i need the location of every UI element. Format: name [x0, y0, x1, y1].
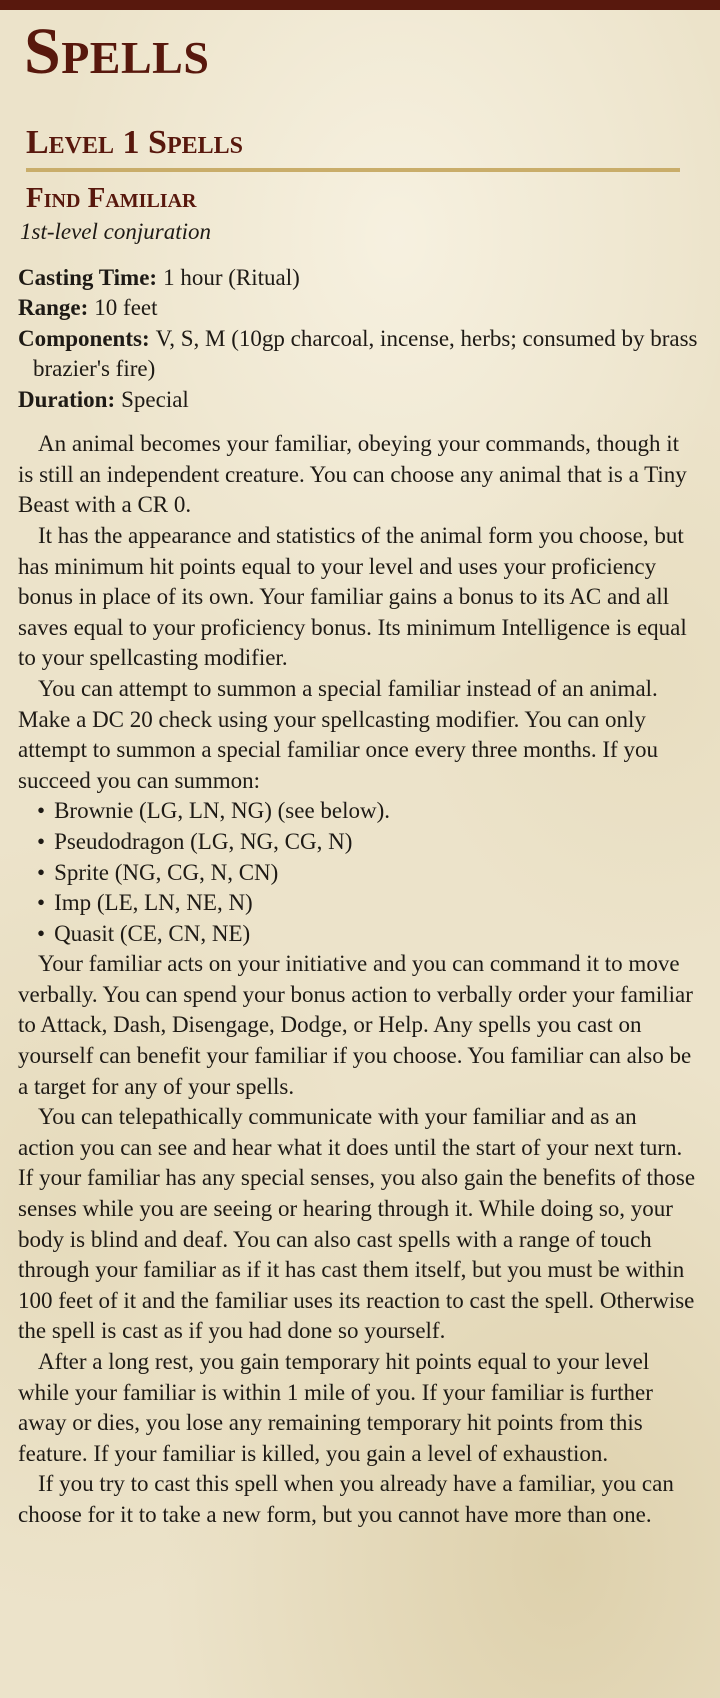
- spell-stat-block: [18, 263, 698, 416]
- spell-paragraph: Your familiar acts on your initiative and you can command it to move verbally. You can spend your bonus action to verbally order your familiar to Attack, Dash, Disengage, Dodge, or Help. Any spells you cast on yourself can benefit your familiar if you choose. You familiar can also be a target for any of your spells.: [18, 951, 693, 1099]
- stat-value: Special: [121, 386, 189, 412]
- spell-level-school: 1st-level conjuration: [20, 219, 211, 245]
- stat-line-casting-time: [18, 263, 698, 294]
- spell-name-heading: Find Familiar: [26, 182, 197, 215]
- stat-label: Casting Time:: [18, 264, 158, 290]
- stat-label: Components:: [18, 325, 150, 351]
- page-title: Spells: [24, 15, 210, 88]
- summon-list-item-label: Pseudodragon (LG, NG, CG, N): [54, 828, 353, 854]
- spell-paragraph: It has the appearance and statistics of the animal form you choose, but has minimum hit points equal to your level and uses your proficiency bonus in place of its own. Your familiar gains a bonus to its AC and all saves equal to your proficiency bonus. Its minimum Intelligence is equal to your spellcasting modifier.: [18, 522, 687, 671]
- stat-value: 10 feet: [94, 295, 158, 321]
- stat-label: Range:: [18, 295, 89, 321]
- stat-line-components: [18, 324, 698, 385]
- stat-value: V, S, M (10gp charcoal, incense, herbs; consumed by brass brazier's fire): [33, 325, 698, 382]
- spell-description: [0, 429, 720, 1530]
- spell-paragraph: If you try to cast this spell when you already have a familiar, you can choose for it to take a new form, but you cannot have more than one.: [18, 1471, 674, 1527]
- top-accent-bar: [0, 0, 720, 10]
- summon-list-item-label: Quasit (CE, CN, NE): [54, 920, 251, 946]
- bullet-icon: •: [37, 890, 46, 916]
- bullet-icon: •: [37, 920, 46, 946]
- stat-value: 1 hour (Ritual): [163, 264, 300, 290]
- summon-list-item: [37, 858, 698, 889]
- spell-paragraph: An animal becomes your familiar, obeying your commands, though it is still an independent creature. You can choose any animal that is a Tiny Beast with a CR 0.: [18, 431, 687, 518]
- section-divider-rule: [26, 168, 680, 172]
- summon-list-item-label: Brownie (LG, LN, NG) (see below).: [54, 798, 391, 824]
- bullet-icon: •: [37, 859, 46, 885]
- summon-list-item-label: Sprite (NG, CG, N, CN): [54, 859, 279, 885]
- spell-paragraph: After a long rest, you gain temporary hit points equal to your level while your familiar is within 1 mile of you. If your familiar is further away or dies, you lose any remaining temporary hit points from this feature. If your familiar is killed, you gain a level of exhaustion.: [18, 1349, 653, 1466]
- section-heading: Level 1 Spells: [26, 123, 243, 161]
- spell-paragraph: You can attempt to summon a special familiar instead of an animal. Make a DC 20 check using your spellcasting modifier. You can only attempt to summon a special familiar once every three months. If you succeed you can summon:: [18, 675, 658, 793]
- stat-line-range: [18, 293, 698, 324]
- summon-list-item: [37, 796, 698, 827]
- bullet-icon: •: [37, 828, 46, 854]
- summon-list-item: [37, 827, 698, 858]
- stat-label: Duration:: [18, 386, 116, 412]
- bullet-icon: •: [37, 798, 46, 824]
- summon-list-item-label: Imp (LE, LN, NE, N): [54, 890, 253, 916]
- summon-list-item: [37, 919, 698, 950]
- summon-list-item: [37, 888, 698, 919]
- stat-line-duration: [18, 385, 698, 416]
- spell-paragraph: You can telepathically communicate with your familiar and as an action you can see and hear what it does until the start of your next turn. If your familiar has any special senses, you also gain the benefits of those senses while you are seeing or hearing through it. While doing so, your body is blind and deaf. You can also cast spells with a range of touch through your familiar as if it has cast them itself, but you must be within 100 feet of it and the familiar uses its reaction to cast the spell. Otherwise the spell is cast as if you had done so yourself.: [18, 1104, 696, 1344]
